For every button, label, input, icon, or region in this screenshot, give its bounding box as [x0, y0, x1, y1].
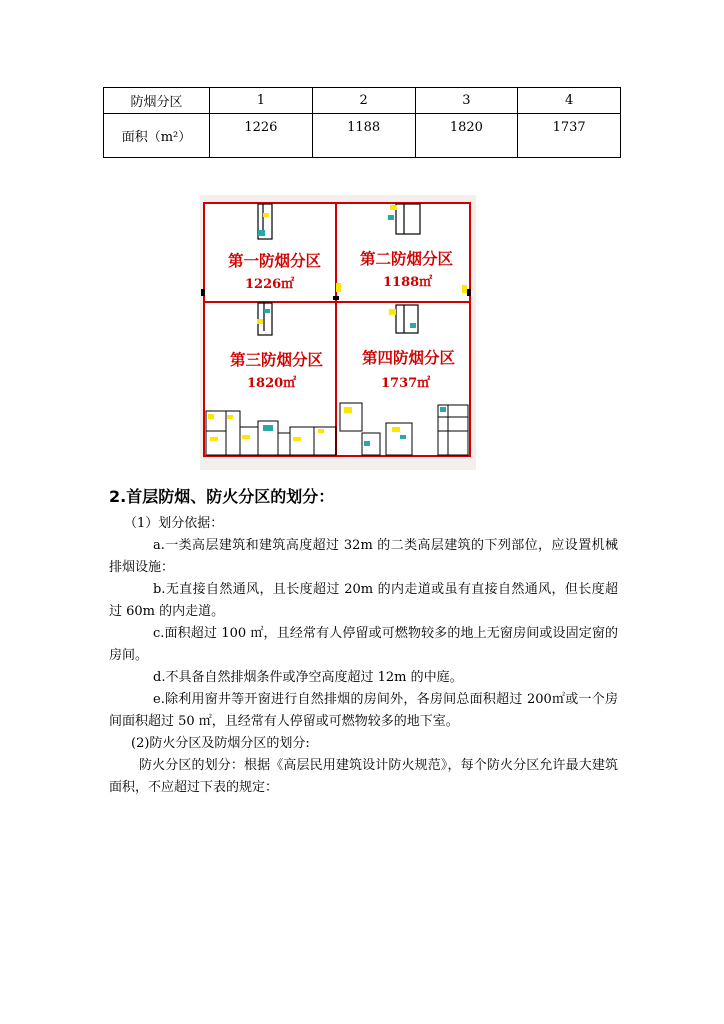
- table-row: [104, 114, 621, 158]
- paragraph: [109, 513, 618, 535]
- paragraph-item-c: c.面积超过 100 ㎡，且经常有人停留或可燃物较多的地上无窗房间或设固定窗的房间。: [109, 626, 618, 663]
- zone-name-label: 第四防烟分区: [362, 348, 456, 367]
- zone-area-label: 1820㎡: [247, 376, 297, 391]
- table-header-cell: 防烟分区: [104, 88, 210, 114]
- table-cell: 1188: [312, 114, 415, 158]
- zone-area-label: 1737㎡: [381, 376, 431, 391]
- wall-tick: [333, 296, 339, 300]
- table-cell: 1737: [518, 114, 621, 158]
- zone-area-label: 1226㎡: [245, 277, 295, 292]
- zone-area-label: 1188㎡: [383, 275, 433, 290]
- zone-name-label: 第一防烟分区: [228, 251, 322, 270]
- table-row: [104, 88, 621, 114]
- paragraph-item-e: e.除利用窗井等开窗进行自然排烟的房间外，各房间总面积超过 200㎡或一个房间面积超过 50 ㎡，且经常有人停留或可燃物较多的地下室。: [109, 692, 618, 729]
- zone-name-label: 第二防烟分区: [360, 249, 454, 268]
- paragraph-fire-zone: 防火分区的划分：根据《高层民用建筑设计防火规范》，每个防火分区允许最大建筑面积，不应超过下表的规定：: [109, 758, 618, 795]
- basis-heading: （1）划分依据：: [124, 516, 224, 531]
- table-header-cell: 面积（m²）: [104, 114, 210, 158]
- table-cell: 1820: [415, 114, 518, 158]
- paragraph-item-d: d.不具备自然排烟条件或净空高度超过 12m 的中庭。: [153, 670, 463, 685]
- section-title: 2.首层防烟、防火分区的划分：: [109, 487, 335, 506]
- table-cell: 1226: [210, 114, 313, 158]
- table-cell: 2: [312, 88, 415, 114]
- floor-plan-drawing: [200, 195, 476, 470]
- wall-tick: [201, 289, 205, 296]
- smoke-zone-area-table: [103, 87, 621, 158]
- table-cell: 1: [210, 88, 313, 114]
- paragraph-item-a: a.一类高层建筑和建筑高度超过 32m 的二类高层建筑的下列部位，应设置机械排烟设施：: [109, 538, 618, 575]
- wall-tick: [467, 289, 471, 296]
- table-cell: 4: [518, 88, 621, 114]
- table-cell: 3: [415, 88, 518, 114]
- floor-plan-figure: [200, 195, 476, 470]
- sub-heading: (2)防火分区及防烟分区的划分:: [131, 736, 310, 751]
- zone-name-label: 第三防烟分区: [230, 350, 324, 369]
- paragraph-item-b: b.无直接自然通风，且长度超过 20m 的内走道或虽有直接自然通风，但长度超过 60m 的内走道。: [109, 582, 618, 619]
